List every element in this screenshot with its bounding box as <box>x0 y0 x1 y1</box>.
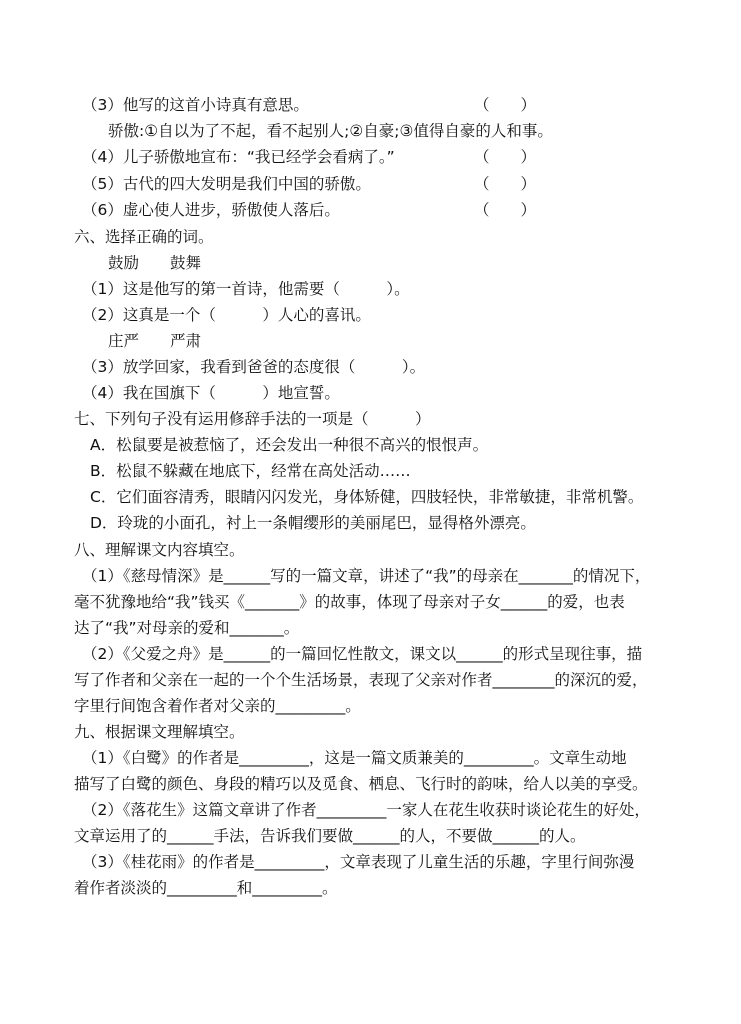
s8-heading: 八、理解课文内容填空。 <box>74 541 245 559</box>
s8-q2-line1: （2）《父爱之舟》是______的一篇回忆性散文，课文以______的形式呈现往事，描 <box>82 645 643 663</box>
s5-q4-answer: （ ） <box>474 148 537 166</box>
s7-option-c: C．它们面容清秀，眼睛闪闪发光，身体矫健，四肢轻快，非常敏捷，非常机警。 <box>90 488 644 506</box>
s8-q1-line1: （1）《慈母情深》是______写的一篇文章，讲述了“我”的母亲在_______的情况下， <box>82 567 651 585</box>
s9-q2-line2: 文章运用了的______手法，告诉我们要做______的人，不要做______的人。 <box>74 827 586 845</box>
s8-q2-line3: 字里行间饱含着作者对父亲的_________。 <box>74 697 361 715</box>
s6-q2: （2）这真是一个（ ）人心的喜讯。 <box>82 306 371 324</box>
s6-q4: （4）我在国旗下（ ）地宣誓。 <box>82 384 340 402</box>
s5-q3-answer: （ ） <box>474 96 537 114</box>
s5-q5-text: （5）古代的四大发明是我们中国的骄傲。 <box>82 175 371 193</box>
s5-q6-text: （6）虚心使人进步，骄傲使人落后。 <box>82 201 340 219</box>
s6-heading: 六、选择正确的词。 <box>74 228 214 246</box>
s9-q1-line1: （1）《白鹭》的作者是_________，这是一篇文质兼美的_________。文章生动地 <box>82 749 627 767</box>
s8-q1-line2: 毫不犹豫地给“我”钱买《_______》的故事，体现了母亲对子女______的爱，也表 <box>74 593 625 611</box>
s7-option-d: D．玲珑的小面孔，衬上一条帽缨形的美丽尾巴，显得格外漂亮。 <box>90 514 536 532</box>
s9-q3-line2: 着作者淡淡的_________和_________。 <box>74 879 338 897</box>
s9-heading: 九、根据课文理解填空。 <box>74 723 245 741</box>
s9-q2-line1: （2）《落花生》这篇文章讲了作者_________一家人在花生收获时谈论花生的好处， <box>82 801 650 819</box>
s5-q4-text: （4）儿子骄傲地宣布：“我已经学会看病了。” <box>82 148 395 166</box>
s5-definition: 骄傲:①自以为了不起，看不起别人;②自豪;③值得自豪的人和事。 <box>108 122 553 140</box>
s8-q1-line3: 达了“我”对母亲的爱和_______。 <box>74 619 300 637</box>
s6-q1: （1）这是他写的第一首诗，他需要（ ）。 <box>82 280 410 298</box>
s6-word-group-2: 庄严 严肃 <box>108 332 202 350</box>
s7-option-b: B．松鼠不躲藏在地底下，经常在高处活动…… <box>90 462 411 480</box>
s9-q1-line2: 描写了白鹭的颜色、身段的精巧以及觅食、栖息、飞行时的韵味，给人以美的享受。 <box>74 775 648 793</box>
s9-q3-line1: （3）《桂花雨》的作者是_________，文章表现了儿童生活的乐趣，字里行间弥漫 <box>82 853 635 871</box>
s5-q5-answer: （ ） <box>474 175 537 193</box>
s6-word-group-1: 鼓励 鼓舞 <box>108 254 202 272</box>
s6-q3: （3）放学回家，我看到爸爸的态度很（ ）。 <box>82 358 426 376</box>
s5-q3-text: （3）他写的这首小诗真有意思。 <box>82 96 309 114</box>
s7-heading: 七、下列句子没有运用修辞手法的一项是（ ） <box>74 410 431 428</box>
s5-q6-answer: （ ） <box>474 201 537 219</box>
s7-option-a: A．松鼠要是被惹恼了，还会发出一种很不高兴的恨恨声。 <box>90 436 489 454</box>
s8-q2-line2: 写了作者和父亲在一起的一个个生活场景，表现了父亲对作者________的深沉的爱， <box>74 671 648 689</box>
